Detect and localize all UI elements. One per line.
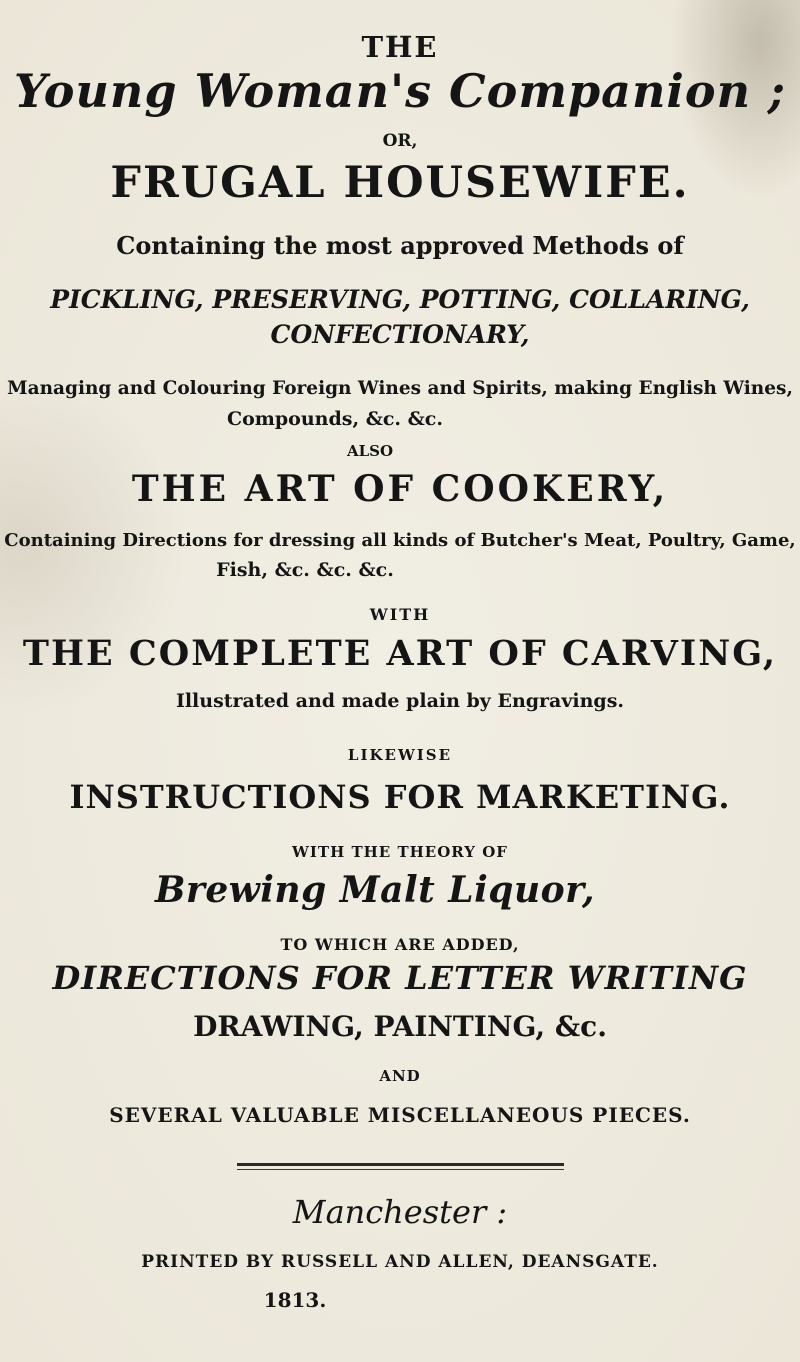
marketing-heading: INSTRUCTIONS FOR MARKETING. bbox=[69, 778, 731, 816]
subtitle: FRUGAL HOUSEWIFE. bbox=[110, 158, 690, 208]
theory-line: WITH THE THEORY OF bbox=[292, 843, 508, 861]
and-line: AND bbox=[379, 1067, 421, 1085]
wines-line-2: Compounds, &c. &c. bbox=[227, 408, 443, 430]
drawing-heading: DRAWING, PAINTING, &c. bbox=[193, 1010, 607, 1043]
place-of-printing: Manchester : bbox=[292, 1193, 508, 1231]
cookery-line-1: Containing Directions for dressing all kinds of Butcher's Meat, Poultry, Game, bbox=[4, 530, 796, 551]
with-line: WITH bbox=[369, 605, 431, 624]
year-line: 1813. bbox=[263, 1288, 327, 1312]
or-connector: OR, bbox=[382, 131, 418, 151]
also-line: ALSO bbox=[346, 442, 394, 460]
added-line: TO WHICH ARE ADDED, bbox=[280, 935, 520, 954]
letter-writing-heading: DIRECTIONS FOR LETTER WRITING bbox=[52, 959, 748, 997]
brewing-heading: Brewing Malt Liquor, bbox=[154, 869, 596, 911]
the-heading: THE bbox=[361, 30, 439, 64]
divider-rule bbox=[237, 1163, 564, 1166]
topics-line-2: CONFECTIONARY, bbox=[270, 320, 530, 349]
topics-line-1: PICKLING, PRESERVING, POTTING, COLLARING, bbox=[50, 285, 750, 314]
cookery-heading: THE ART OF COOKERY, bbox=[131, 468, 669, 510]
printer-line: PRINTED BY RUSSELL AND ALLEN, DEANSGATE. bbox=[141, 1252, 659, 1272]
carving-subline: Illustrated and made plain by Engravings. bbox=[175, 690, 625, 712]
divider-rule-thin bbox=[237, 1169, 564, 1170]
likewise-line: LIKEWISE bbox=[347, 746, 453, 764]
pieces-line: SEVERAL VALUABLE MISCELLANEOUS PIECES. bbox=[109, 1103, 691, 1127]
carving-heading: THE COMPLETE ART OF CARVING, bbox=[22, 633, 778, 674]
cookery-line-2: Fish, &c. &c. &c. bbox=[216, 559, 394, 581]
wines-line-1: Managing and Colouring Foreign Wines and Spirits, making English Wines, bbox=[7, 378, 793, 399]
containing-line: Containing the most approved Methods of bbox=[116, 231, 684, 260]
main-title: Young Woman's Companion ; bbox=[13, 64, 787, 118]
